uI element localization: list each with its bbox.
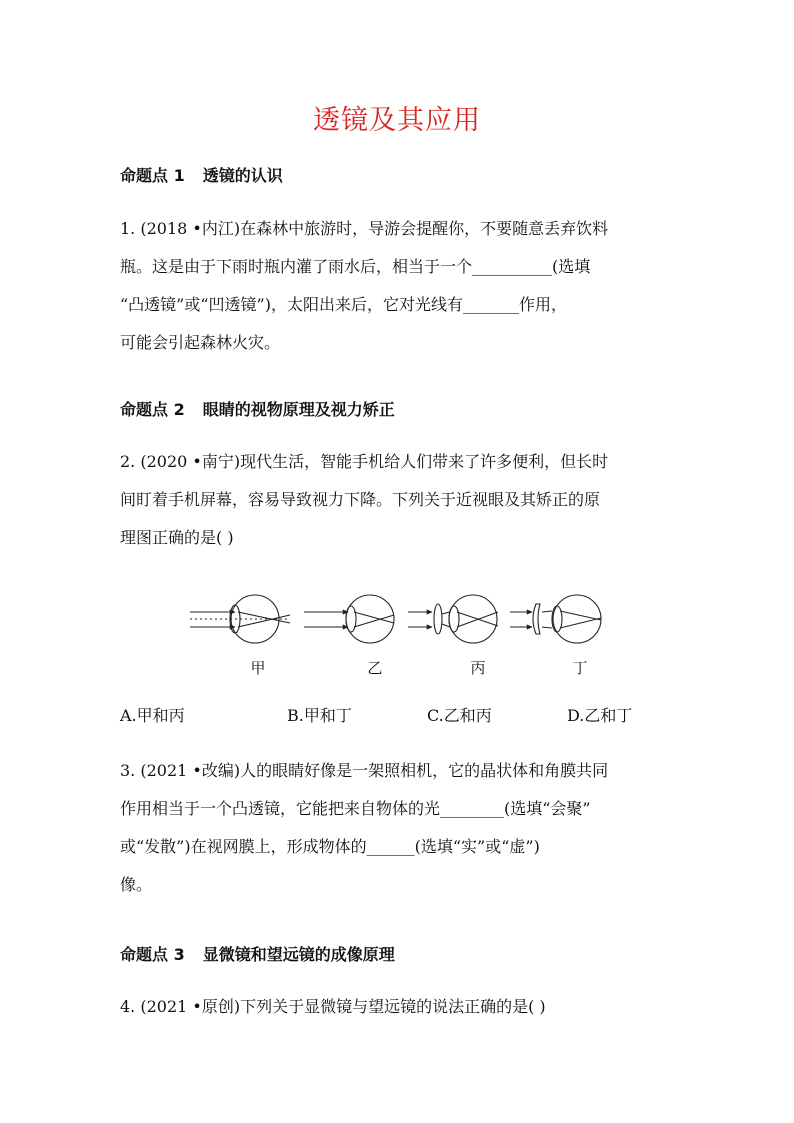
question-line: 3. (2021 •改编)人的眼睛好像是一架照相机，它的晶状体和角膜共同 — [120, 761, 609, 780]
figure-label-yi: 乙 — [367, 659, 383, 677]
page-title: 透镜及其应用 — [313, 105, 481, 136]
question-2 — [120, 443, 680, 557]
eye-diagram-figure — [180, 590, 620, 685]
question-line: 作用相当于一个凸透镜，它能把来自物体的光________(选填“会聚” — [120, 799, 591, 818]
figure-label-bing: 丙 — [470, 659, 486, 677]
question-3 — [120, 752, 680, 904]
question-line: 理图正确的是( ) — [120, 528, 234, 547]
figure-label-jia: 甲 — [250, 659, 266, 677]
question-line: 4. (2021 •原创)下列关于显微镜与望远镜的说法正确的是( ) — [120, 997, 546, 1016]
section-label: 命题点 3 — [120, 945, 185, 964]
question-4 — [120, 988, 680, 1026]
eye-yi — [304, 595, 394, 643]
option-c: C.乙和丙 — [427, 706, 492, 725]
section-heading-1 — [120, 163, 283, 186]
question-line: 可能会引起森林火灾。 — [120, 333, 281, 352]
question-line: 2. (2020 •南宁)现代生活，智能手机给人们带来了许多便利，但长时 — [120, 452, 609, 471]
question-line: 瓶。这是由于下雨时瓶内灌了雨水后，相当于一个__________(选填 — [120, 257, 591, 276]
section-name: 显微镜和望远镜的成像原理 — [202, 945, 395, 964]
figure-label-ding: 丁 — [572, 659, 588, 677]
eye-ding — [510, 595, 601, 643]
section-label: 命题点 2 — [120, 400, 185, 419]
question-line: 像。 — [120, 875, 153, 894]
question-1 — [120, 210, 680, 362]
option-a: A.甲和丙 — [120, 706, 185, 725]
eye-bing — [408, 595, 498, 643]
question-line: 或“发散”)在视网膜上，形成物体的______(选填“实”或“虚”) — [120, 837, 540, 856]
section-label: 命题点 1 — [120, 166, 185, 185]
section-name: 透镜的认识 — [202, 166, 283, 185]
question-line: 1. (2018 •内江)在森林中旅游时，导游会提醒你，不要随意丢弃饮料 — [120, 219, 609, 238]
option-b: B.甲和丁 — [287, 706, 352, 725]
section-name: 眼睛的视物原理及视力矫正 — [202, 400, 395, 419]
eye-jia — [190, 595, 290, 643]
question-line: 间盯着手机屏幕，容易导致视力下降。下列关于近视眼及其矫正的原 — [120, 490, 601, 509]
section-heading-3 — [120, 942, 395, 965]
question-line: “凸透镜”或“凹透镜”)，太阳出来后，它对光线有_______作用， — [120, 295, 567, 314]
section-heading-2 — [120, 397, 395, 420]
option-d: D.乙和丁 — [567, 706, 633, 725]
